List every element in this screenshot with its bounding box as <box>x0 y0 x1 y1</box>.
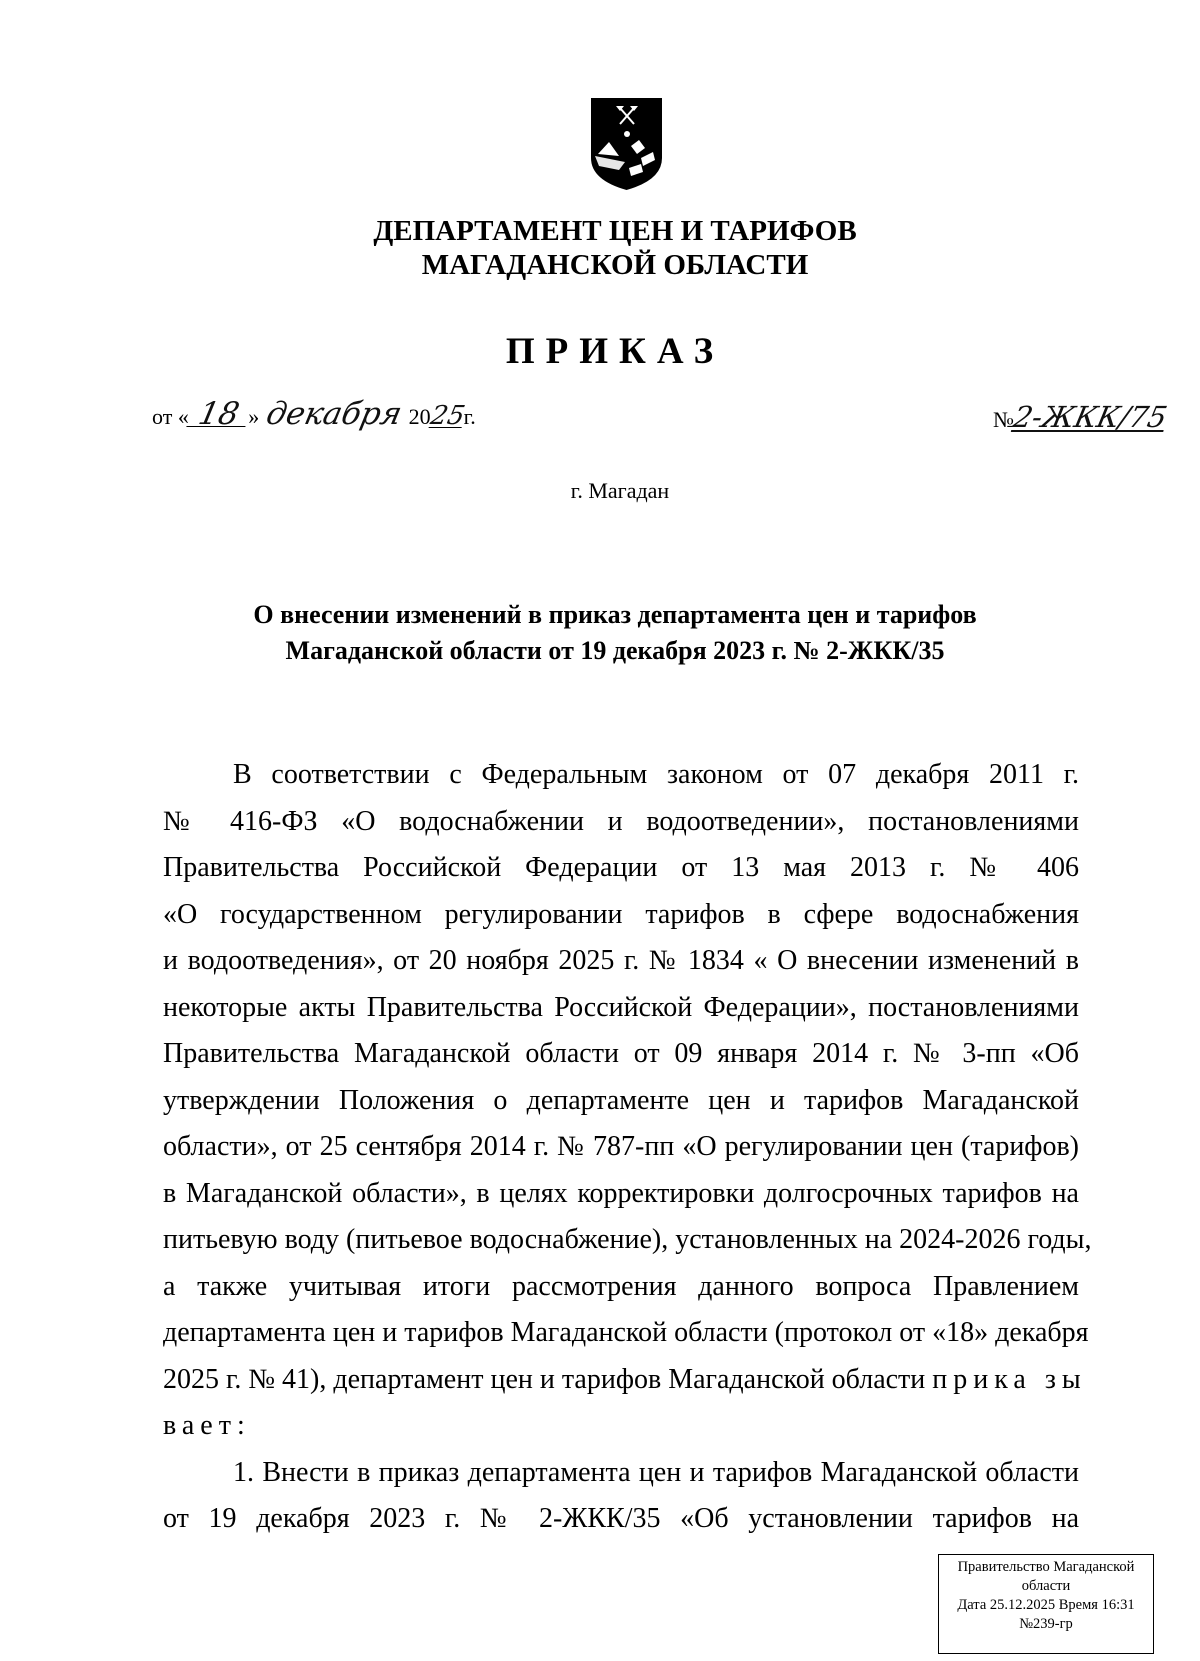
spaced-word: прика зы <box>932 1363 1087 1395</box>
registration-stamp <box>938 1554 1154 1654</box>
stamp-line2: области <box>1021 1578 1071 1594</box>
city-line: г. Магадан <box>570 478 670 503</box>
year-end: г. <box>463 404 476 429</box>
stamp-line4: №239-гр <box>1019 1616 1073 1632</box>
order-date <box>152 396 476 432</box>
body-line: от 19 декабря 2023 г. № 2-ЖКК/35 «Об установлении тарифов на <box>163 1503 1079 1534</box>
body-line: области», от 25 сентября 2014 г. № 787-пп «О регулировании цен (тарифов) <box>163 1131 1079 1162</box>
stamp-line1: Правительство Магаданской <box>957 1559 1135 1575</box>
number-sign: № <box>993 407 1014 432</box>
date-prefix: от « <box>152 404 189 429</box>
body-line: Правительства Российской Федерации от 13 мая 2013 г. № 406 <box>163 852 1079 883</box>
department-name-line2: МАГАДАНСКОЙ ОБЛАСТИ <box>421 249 809 281</box>
order-body <box>163 752 1092 1543</box>
body-line: питьевую воду (питьевое водоснабжение), установленных на 2024-2026 годы, <box>163 1224 1092 1255</box>
order-number <box>993 400 1171 434</box>
handwritten-number: 2-ЖКК/75 <box>1010 400 1171 434</box>
document-type-title: ПРИКАЗ <box>505 331 725 372</box>
body-line-text: 2025 г. № 41), департамент цен и тарифов Магаданской области <box>163 1363 926 1395</box>
body-line: В соответствии с Федеральным законом от 07 декабря 2011 г. <box>233 759 1079 790</box>
body-line: и водоотведения», от 20 ноября 2025 г. № 1834 « О внесении изменений в <box>163 945 1079 976</box>
body-line: департамента цен и тарифов Магаданской области (протокол от «18» декабря <box>163 1317 1089 1348</box>
stamp-line3: Дата 25.12.2025 Время 16:31 <box>957 1597 1135 1613</box>
year-prefix: 20 <box>408 404 431 429</box>
handwritten-month: декабря <box>262 396 405 432</box>
subject-line1: О внесении изменений в приказ департамента цен и тарифов <box>253 600 977 629</box>
coat-of-arms-emblem <box>589 96 664 192</box>
body-line-with-spaced-word <box>163 1357 1087 1404</box>
body-line: 1. Внести в приказ департамента цен и тарифов Магаданской области <box>233 1456 1079 1488</box>
body-line: вает: <box>163 1410 251 1441</box>
body-line: № 416-ФЗ «О водоснабжении и водоотведении», постановлениями <box>163 805 1079 837</box>
body-line: а также учитывая итоги рассмотрения данного вопроса Правлением <box>163 1270 1079 1302</box>
body-line: некоторые акты Правительства Российской Федерации», постановлениями <box>163 991 1079 1023</box>
handwritten-year: 25 <box>427 401 467 431</box>
body-line: Правительства Магаданской области от 09 января 2014 г. № 3-пп «Об <box>163 1038 1079 1069</box>
date-mid: » <box>248 404 260 429</box>
body-line: в Магаданской области», в целях корректировки долгосрочных тарифов на <box>163 1177 1079 1209</box>
subject-line2: Магаданской области от 19 декабря 2023 г. № 2-ЖКК/35 <box>285 636 945 665</box>
body-line: «О государственном регулировании тарифов в сфере водоснабжения <box>163 898 1079 930</box>
order-subject <box>0 597 1200 669</box>
body-line: утверждении Положения о департаменте цен и тарифов Магаданской <box>163 1084 1079 1116</box>
department-name-line1: ДЕПАРТАМЕНТ ЦЕН И ТАРИФОВ <box>373 215 857 247</box>
handwritten-day: 18 <box>186 402 251 427</box>
